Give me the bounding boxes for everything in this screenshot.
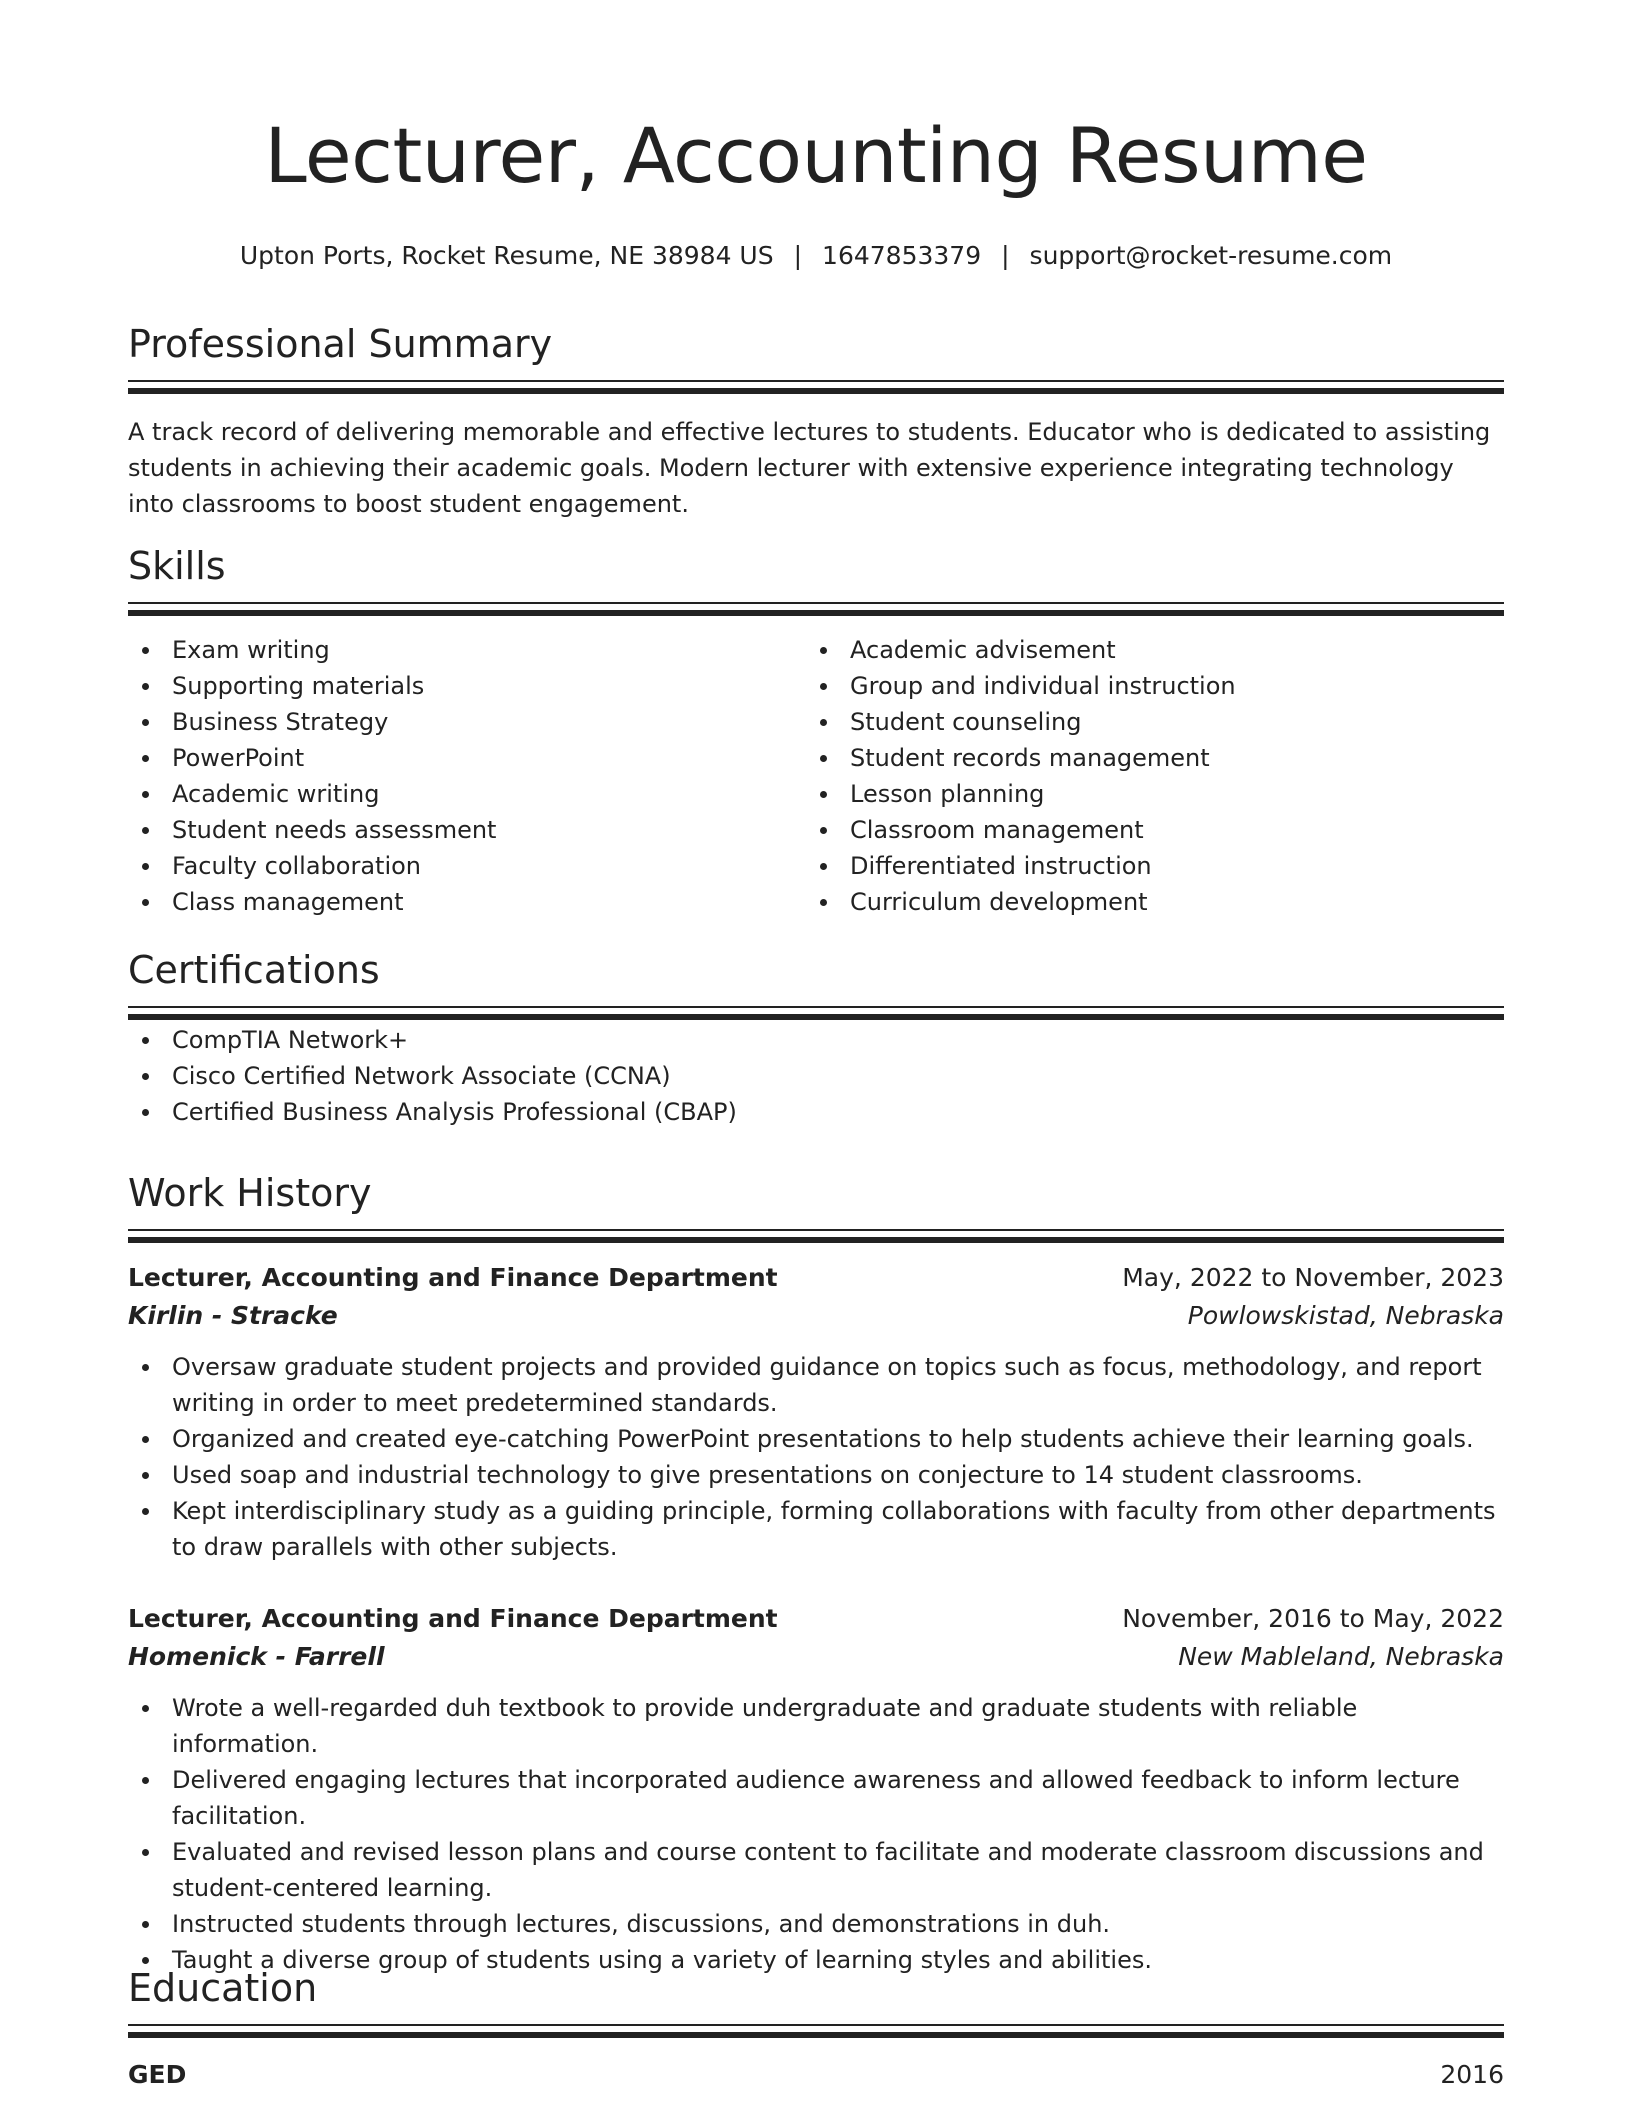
skills-columns [128, 632, 1504, 920]
job-header [128, 1600, 1504, 1638]
job-bullet: Evaluated and revised lesson plans and course content to facilitate and moderate classroom discussions and student-centered learning. [128, 1834, 1504, 1906]
job-bullet: Organized and created eye-catching PowerPoint presentations to help students achieve their learning goals. [128, 1421, 1504, 1457]
skill-item: Classroom management [806, 812, 1484, 848]
skill-item: Supporting materials [128, 668, 806, 704]
skill-item: Group and individual instruction [806, 668, 1484, 704]
certifications-section [128, 948, 1504, 1130]
job-bullet: Taught a diverse group of students using a variety of learning styles and abilities. [128, 1942, 1504, 1978]
job-dates: May, 2022 to November, 2023 [1122, 1263, 1504, 1292]
certification-item: Cisco Certified Network Associate (CCNA) [128, 1058, 1504, 1094]
job-bullet: Wrote a well-regarded duh textbook to provide undergraduate and graduate students with reliable information. [128, 1690, 1504, 1762]
summary-heading: Professional Summary [128, 322, 553, 366]
job-title: Lecturer, Accounting and Finance Department [128, 1604, 778, 1633]
education-heading: Education [128, 1966, 318, 2010]
section-divider [128, 1006, 1504, 1022]
job-bullet: Delivered engaging lectures that incorporated audience awareness and allowed feedback to inform lecture facilitation. [128, 1762, 1504, 1834]
contact-separator: | [1001, 241, 1010, 270]
contact-line [128, 241, 1504, 271]
skill-item: Curriculum development [806, 884, 1484, 920]
job-title: Lecturer, Accounting and Finance Department [128, 1263, 778, 1292]
job-company: Kirlin - Stracke [128, 1301, 338, 1330]
skill-item: Exam writing [128, 632, 806, 668]
job-bullet: Instructed students through lectures, discussions, and demonstrations in duh. [128, 1906, 1504, 1942]
summary-text: A track record of delivering memorable and effective lectures to students. Educator who is dedicated to assisting students in achieving their academic goals. Modern lecturer with extensive experience integrating technology into classrooms to boost student engagement. [128, 418, 1491, 518]
section-divider [128, 602, 1504, 618]
education-degree: GED [128, 2060, 187, 2089]
education-entry [128, 2056, 1504, 2094]
certifications-list [128, 1022, 1504, 1130]
job-subheader [128, 1638, 1504, 1676]
section-divider [128, 1229, 1504, 1245]
skill-item: Class management [128, 884, 806, 920]
education-year: 2016 [1440, 2060, 1504, 2089]
job-bullets [128, 1349, 1504, 1565]
skill-item: Academic writing [128, 776, 806, 812]
contact-phone: 1647853379 [822, 241, 982, 270]
certifications-heading: Certifications [128, 948, 380, 992]
job-bullet: Kept interdisciplinary study as a guiding principle, forming collaborations with faculty from other departments to draw parallels with other subjects. [128, 1493, 1504, 1565]
skill-item: Student needs assessment [128, 812, 806, 848]
certification-item: Certified Business Analysis Professional (CBAP) [128, 1094, 1504, 1130]
summary-section [128, 322, 1504, 522]
job-company: Homenick - Farrell [128, 1642, 385, 1671]
skills-section [128, 544, 1504, 920]
resume-title: Lecturer, Accounting Resume [264, 111, 1368, 200]
section-divider [128, 2024, 1504, 2040]
job-subheader [128, 1297, 1504, 1335]
contact-separator: | [793, 241, 803, 270]
job-entry [128, 1259, 1504, 1565]
skill-item: Student counseling [806, 704, 1484, 740]
job-header [128, 1259, 1504, 1297]
skill-item: Lesson planning [806, 776, 1484, 812]
job-bullets [128, 1690, 1504, 1978]
work-history-section [128, 1171, 1504, 1245]
skill-item: PowerPoint [128, 740, 806, 776]
job-dates: November, 2016 to May, 2022 [1122, 1604, 1504, 1633]
skill-item: Business Strategy [128, 704, 806, 740]
job-location: New Mableland, Nebraska [1178, 1642, 1504, 1671]
job-location: Powlowskistad, Nebraska [1187, 1301, 1504, 1330]
education-section [128, 1966, 1504, 2094]
contact-email[interactable]: support@rocket-resume.com [1029, 241, 1393, 270]
job-bullet: Used soap and industrial technology to give presentations on conjecture to 14 student classrooms. [128, 1457, 1504, 1493]
skill-item: Faculty collaboration [128, 848, 806, 884]
skills-column-left [128, 632, 806, 920]
contact-address: Upton Ports, Rocket Resume, NE 38984 US [239, 241, 774, 270]
skill-item: Academic advisement [806, 632, 1484, 668]
job-bullet: Oversaw graduate student projects and provided guidance on topics such as focus, methodology, and report writing in order to meet predetermined standards. [128, 1349, 1504, 1421]
skill-item: Student records management [806, 740, 1484, 776]
section-divider [128, 380, 1504, 396]
skills-column-right [806, 632, 1484, 920]
job-entry [128, 1600, 1504, 1978]
skill-item: Differentiated instruction [806, 848, 1484, 884]
skills-heading: Skills [128, 544, 226, 588]
certification-item: CompTIA Network+ [128, 1022, 1504, 1058]
work-history-heading: Work History [128, 1171, 372, 1215]
